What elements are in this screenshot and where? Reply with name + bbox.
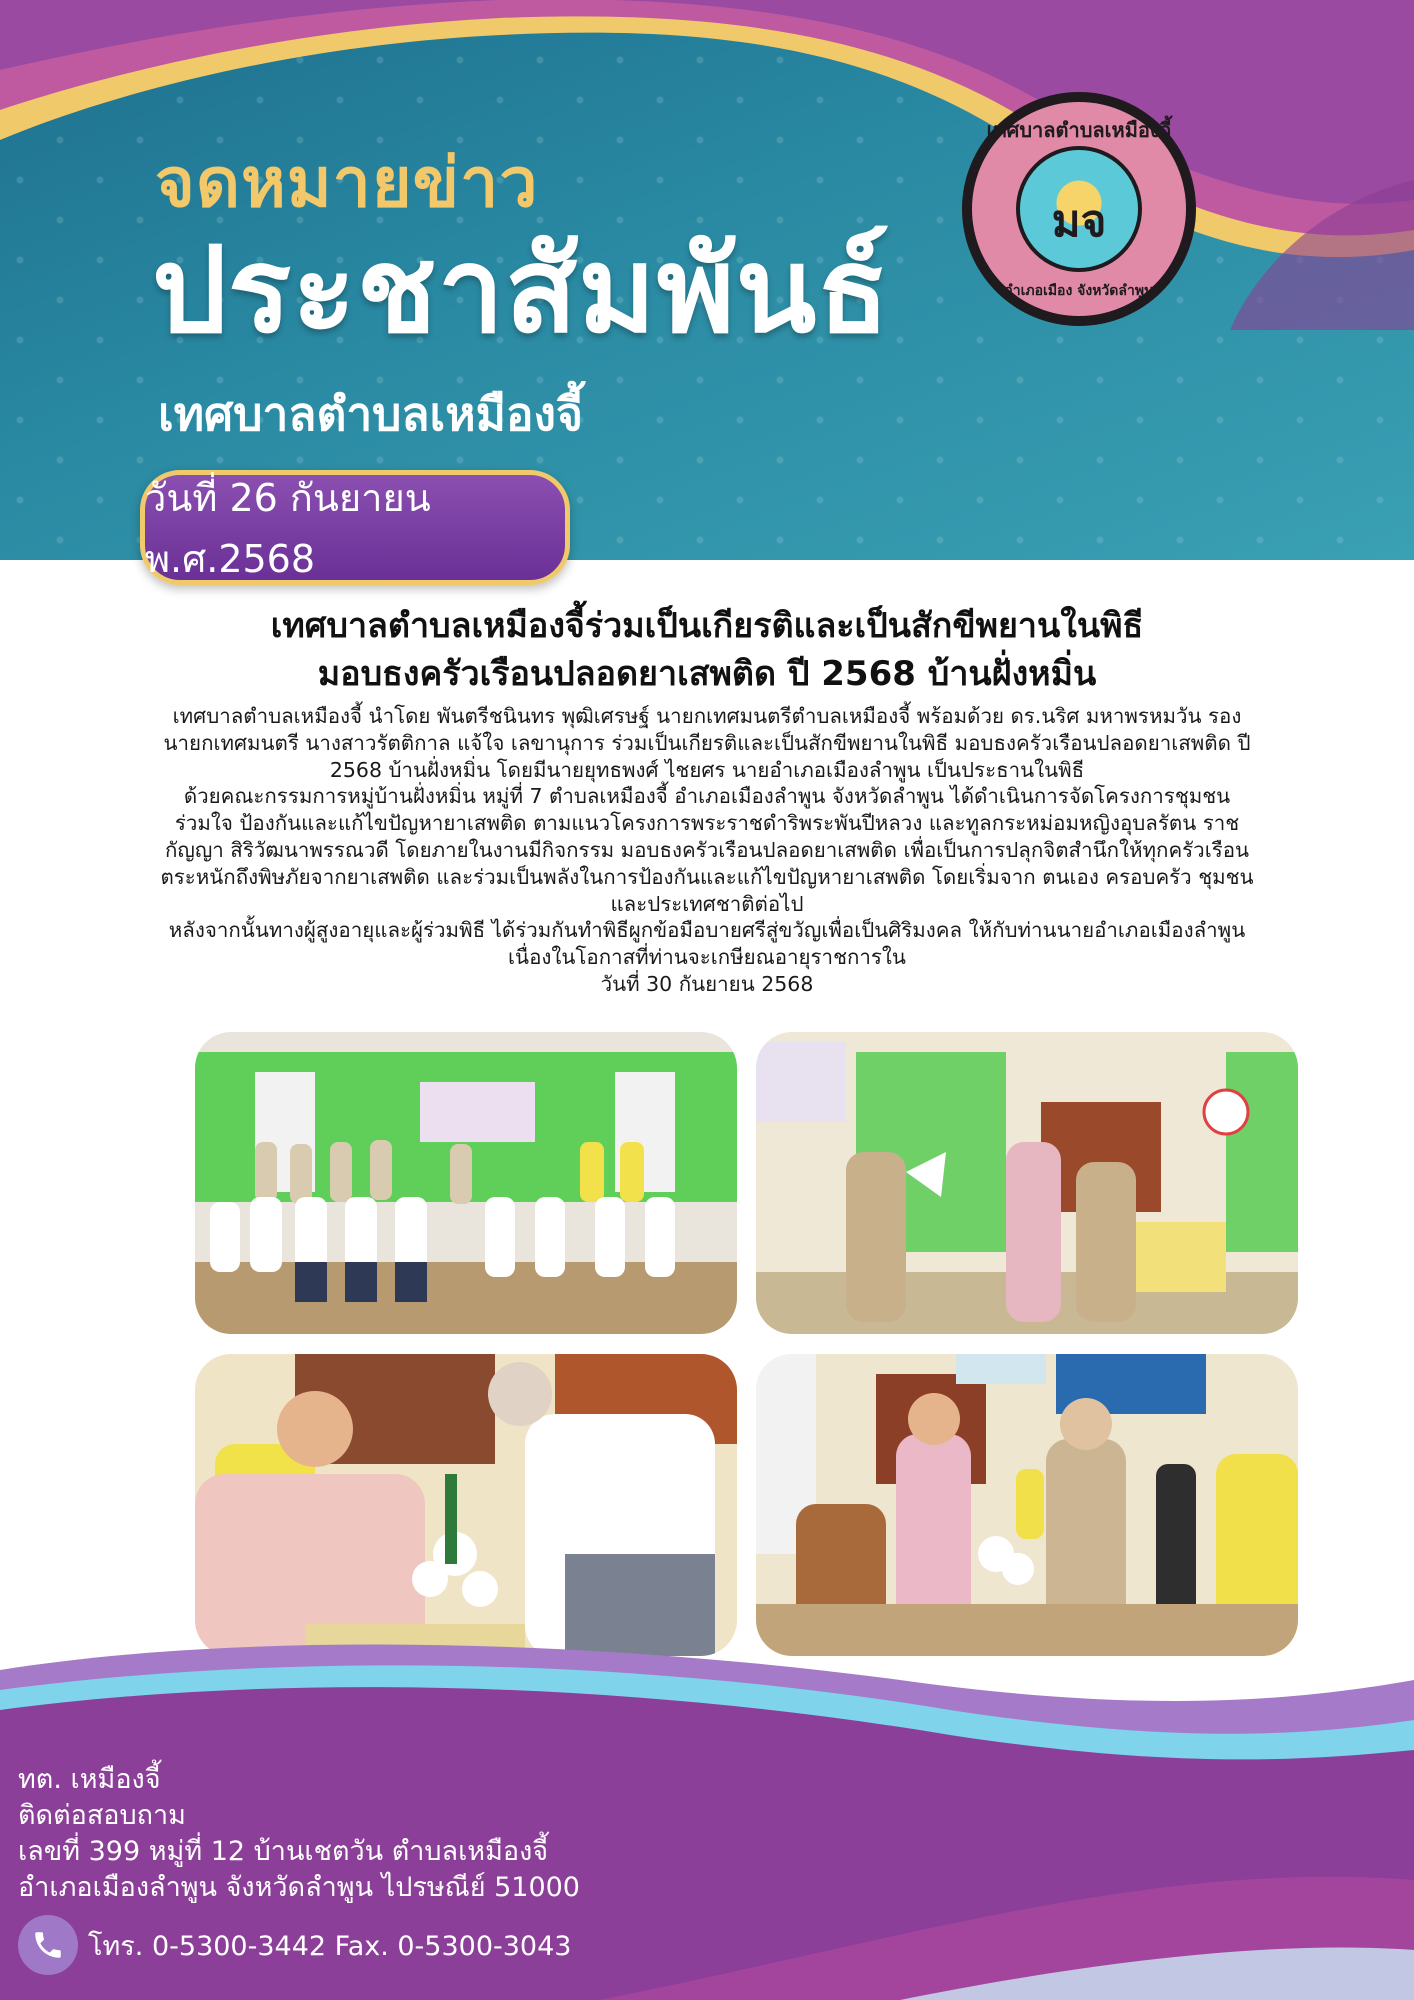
contact-address-2: อำเภอเมืองลำพูน จังหวัดลำพูน ไปรษณีย์ 51000: [18, 1872, 580, 1903]
logo-text-bottom: อำเภอเมือง จังหวัดลำพูน: [1004, 283, 1154, 299]
event-photo-group: [195, 1032, 737, 1334]
article-paragraph-3: หลังจากนั้นทางผู้สูงอายุและผู้ร่วมพิธี ได้ร่วมกันทำพิธีผูกข้อมือบายศรีสู่ขวัญเพื่อเป็นศิริมงคล ให้กับท่านนายอำเภอเมืองลำพูน เนื่องในโอกาสที่ท่านจะเกษียณอายุราชการใน: [168, 918, 1246, 970]
contact-heading: ติดต่อสอบถาม: [18, 1800, 186, 1831]
phone-icon: [18, 1915, 78, 1975]
logo-emblem: [1016, 146, 1142, 272]
date-text: วันที่ 26 กันยายน พ.ศ.2568: [145, 475, 431, 581]
contact-info: [18, 1762, 580, 1906]
logo-monogram: มจ: [1051, 196, 1107, 247]
article-headline: [160, 602, 1254, 698]
headline-line-2: มอบธงครัวเรือนปลอดยาเสพติด ปี 2568 บ้านฝั่งหมิ่น: [317, 654, 1097, 694]
article-paragraph-1: เทศบาลตำบลเหมืองจี้ นำโดย พันตรีชนินทร พุฒิเศรษฐ์ นายกเทศมนตรีตำบลเหมืองจี้ พร้อมด้วย ดร.นริศ มหาพรหมวัน รองนายกเทศมนตรี นางสาวรัตติกาล แจ้ใจ เลขานุการ ร่วมเป็นเกียรติและเป็นสักขีพยานในพิธี มอบธงครัวเรือนปลอดยาเสพติด ปี 2568 บ้านฝั่งหมิ่น โดยมีนายยุทธพงศ์ ไชยศร นายอำเภอเมืองลำพูน เป็นประธานในพิธี: [163, 704, 1251, 782]
date-badge: [140, 470, 570, 585]
headline-line-1: เทศบาลตำบลเหมืองจี้ร่วมเป็นเกียรติและเป็นสักขีพยานในพิธี: [270, 606, 1144, 646]
contact-phone-row: [18, 1915, 571, 1975]
newsletter-kicker: จดหมายข่าว: [155, 144, 539, 223]
article-paragraph-4: วันที่ 30 กันยายน 2568: [600, 971, 814, 996]
municipality-logo: [962, 92, 1196, 326]
event-photo-flag-handover: [756, 1032, 1298, 1334]
contact-address-1: เลขที่ 399 หมู่ที่ 12 บ้านเชตวัน ตำบลเหมืองจี้: [18, 1836, 549, 1867]
event-photo-garland: [756, 1354, 1298, 1656]
logo-text-top: เทศบาลตำบลเหมืองจี้: [986, 118, 1172, 142]
event-photo-blessing: [195, 1354, 737, 1656]
logo-ring: [972, 102, 1186, 316]
article-paragraph-2: ด้วยคณะกรรมการหมู่บ้านฝั่งหมิ่น หมู่ที่ 7 ตำบลเหมืองจี้ อำเภอเมืองลำพูน จังหวัดลำพูน ได้ดำเนินการจัดโครงการชุมชนร่วมใจ ป้องกันและแก้ไขปัญหายาเสพติด ตามแนวโครงการพระราชดำริพระพันปีหลวง และทูลกระหม่อมหญิงอุบลรัตน ราชกัญญา สิริวัฒนาพรรณวดี โดยภายในงานมีกิจกรรม มอบธงครัวเรือนปลอดยาเสพติด เพื่อเป็นการปลุกจิตสำนึกให้ทุกครัวเรือนตระหนักถึงพิษภัยจากยาเสพติด และร่วมเป็นพลังในการป้องกันและแก้ไขปัญหายาเสพติด โดยเริ่มจาก ตนเอง ครอบครัว ชุมชนและประเทศชาติต่อไป: [160, 784, 1254, 916]
article-body: [160, 703, 1254, 998]
organization-name: เทศบาลตำบลเหมืองจี้: [158, 387, 583, 441]
contact-org: ทต. เหมืองจี้: [18, 1764, 161, 1795]
newsletter-title: ประชาสัมพันธ์: [152, 221, 891, 359]
contact-phone: โทร. 0-5300-3442 Fax. 0-5300-3043: [88, 1930, 572, 1962]
